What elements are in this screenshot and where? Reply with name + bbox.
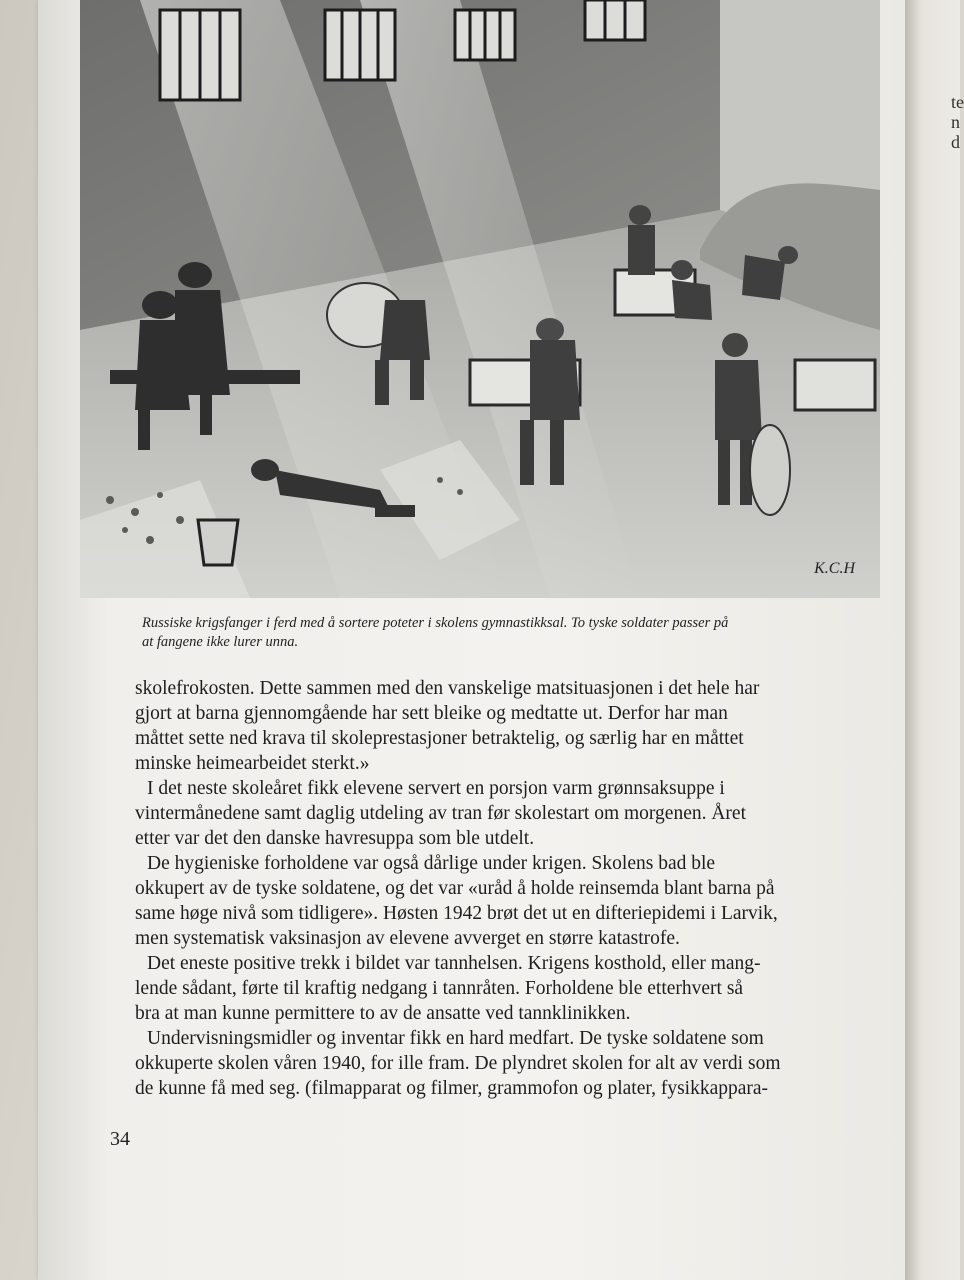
caption-line: Russiske krigsfanger i ferd med å sortere poteter i skolens gymnastikksal. To tyske soldater passer på [142,615,729,631]
text-line: bra at man kunne permittere to av de ansatte ved tannklinikken. [135,1003,631,1024]
next-page-edge [905,0,964,1280]
body-text [135,676,870,1101]
next-page-fragment: d [951,132,960,152]
illustration-pow-potato-sorting [80,0,880,598]
text-line: men systematisk vaksinasjon av elevene avverget en større katastrofe. [135,928,680,949]
text-line: Undervisningsmidler og inventar fikk en hard medfart. De tyske soldatene som [147,1028,764,1049]
text-line: De hygieniske forholdene var også dårlige under krigen. Skolens bad ble [147,853,716,874]
text-line: skolefrokosten. Dette sammen med den vanskelige matsituasjonen i det hele har [135,678,760,699]
next-page-fragment: te [951,92,964,112]
text-line: etter var det den danske havresuppa som ble utdelt. [135,828,535,849]
text-line: same høge nivå som tidligere». Høsten 1942 brøt det ut en difteriepidemi i Larvik, [135,903,778,924]
text-line: måttet sette ned krava til skoleprestasjoner betraktelig, og særlig har en måttet [135,728,744,749]
text-line: minske heimearbeidet sterkt.» [135,753,370,774]
text-line: vintermånedene samt daglig utdeling av tran før skolestart om morgenen. Året [135,803,747,824]
text-line: okkuperte skolen våren 1940, for ille fram. De plyndret skolen for alt av verdi som [135,1053,781,1074]
illustration-signature: K.C.H [814,560,855,577]
text-line: I det neste skoleåret fikk elevene servert en porsjon varm grønnsaksuppe i [147,778,725,799]
text-line: de kunne få med seg. (filmapparat og filmer, grammofon og plater, fysikkappara- [135,1078,769,1099]
page-number: 34 [110,1128,130,1150]
text-line: okkupert av de tyske soldatene, og det var «uråd å holde reinsemda blant barna på [135,878,775,899]
text-line: gjort at barna gjennomgående har sett bleike og medtatte ut. Derfor har man [135,703,728,724]
caption-line: at fangene ikke lurer unna. [142,634,299,650]
image-caption [142,614,862,652]
next-page-fragment: n [951,112,960,132]
text-line: lende sådant, førte til kraftig nedgang i tannråten. Forholdene ble etterhvert så [135,978,744,999]
text-line: Det eneste positive trekk i bildet var tannhelsen. Krigens kosthold, eller mang- [147,953,761,974]
